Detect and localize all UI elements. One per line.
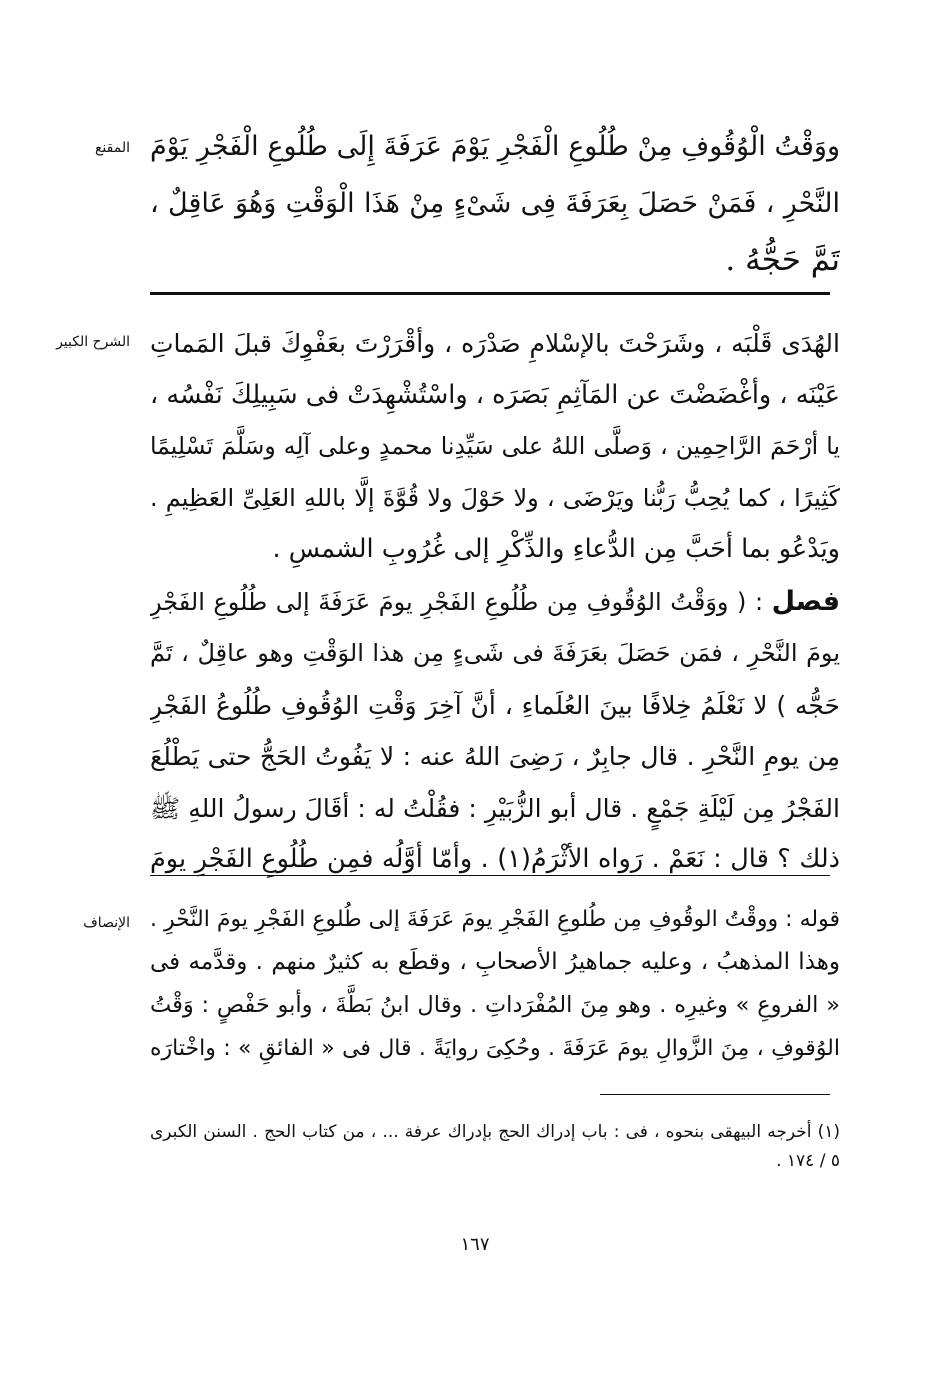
insaf-line: وهذا المذهبُ ، وعليه جماهيرُ الأصحابِ ، وقطَع به كثيرٌ منهم . وقدَّمه فى bbox=[150, 949, 840, 975]
sharh-line: ذلك ؟ قال : نَعَمْ . رَواه الأثْرَمُ(١) . وأمّا أوَّلُه فمِن طُلُوعِ الفَجْرِ يومَ bbox=[150, 844, 840, 874]
insaf-line: الوُقوفِ ، مِنَ الزَّوالِ يومَ عَرَفَةَ . وحُكِىَ روايَةً . قال فى « الفائقِ » : واخْتارَه bbox=[150, 1036, 840, 1061]
sharh-line: عَيْنَه ، وأغْضَضْتَ عن المَآثِمِ بَصَرَه ، واسْتُشْهِدَتْ فى سَبِيلِكَ نَفْسُه ، bbox=[150, 379, 840, 410]
insaf-line: « الفروعِ » وغيرِه . وهو مِنَ المُفْرَداتِ . وقال ابنُ بَطَّةَ ، وأبو حَفْصٍ : وَقْتُ bbox=[150, 992, 840, 1018]
sharh-line: مِن يومِ النَّحْرِ . قال جابِرٌ ، رَضِىَ اللهُ عنه : لا يَفُوتُ الحَجُّ حتى يَطْلُعَ bbox=[150, 742, 840, 771]
sharh-line: الفَجْرُ مِن لَيْلَةِ جَمْعٍ . قال أبو الزُّبَيْرِ : فقُلْتُ له : أقَالَ رسولُ اللهِ ﷺ bbox=[150, 793, 840, 823]
muqni-line: ووَقْتُ الْوُقُوفِ مِنْ طُلُوعِ الْفَجْرِ يَوْمَ عَرَفَةَ إِلَى طُلُوعِ الْفَجْرِ يَوْمَ bbox=[150, 131, 840, 162]
fasl-heading: فصل bbox=[771, 585, 840, 617]
muqni-line: تَمَّ حَجُّهُ . bbox=[725, 242, 840, 278]
footnote-divider bbox=[600, 1094, 830, 1095]
sharh-line: حَجُّه ) لا نَعْلَمُ خِلافًا بينَ العُلَماءِ ، أنَّ آخِرَ وَقْتِ الوُقُوفِ طُلُوعُ الفَجْرِ bbox=[150, 690, 840, 720]
insaf-line: قوله : ووقْتُ الوقُوفِ مِن طُلوعِ الفَجْرِ يومَ عَرَفَةَ إلى طُلوعِ الفَجْرِ يومَ النَّحْرِ . bbox=[150, 907, 840, 932]
sharh-line: يا أرْحَمَ الرَّاحِمِين ، وَصلَّى اللهُ على سَيِّدِنا محمدٍ وعلى آلِه وسَلَّمَ تَسْلِيمًا bbox=[150, 432, 840, 460]
sharh-text bbox=[150, 318, 840, 886]
sharh-line: الهُدَى قَلْبَه ، وشَرَحْتَ بالإسْلامِ صَدْرَه ، وأقْرَرْتَ بعَفْوِكَ قبلَ المَماتِ bbox=[150, 329, 840, 358]
sharh-line: يومَ النَّحْرِ ، فمَن حَصَلَ بعَرَفَةَ فى شَىءٍ مِن هذا الوَقْتِ وهو عاقِلٌ ، تَمَّ bbox=[150, 639, 840, 667]
section-divider-thin bbox=[150, 875, 830, 876]
page-number: ١٦٧ bbox=[460, 1234, 490, 1255]
insaf-text bbox=[150, 898, 840, 1070]
side-label-muqni: المقنع bbox=[94, 140, 130, 156]
muqni-line: النَّحْرِ ، فَمَنْ حَصَلَ بِعَرَفَةَ فِى شَىْءٍ مِنْ هَذَا الْوَقْتِ وَهُوَ عَاقِلٌ ، bbox=[150, 188, 840, 219]
side-label-insaf: الإنصاف bbox=[83, 915, 130, 931]
section-divider-thick bbox=[150, 292, 830, 295]
side-label-sharh: الشرح الكبير bbox=[56, 334, 130, 350]
sharh-line: ويَدْعُو بما أحَبَّ مِن الدُّعاءِ والذِّكْرِ إلى غُرُوبِ الشمسِ . bbox=[272, 534, 840, 564]
muqni-text bbox=[150, 118, 840, 289]
footnote-line: (١) أخرجه البيهقى بنحوه ، فى : باب إدراك الحج بإدراك عرفة ... ، من كتاب الحج . السنن الكبرى bbox=[150, 1122, 840, 1142]
sharh-line: كَثِيرًا ، كما يُحِبُّ رَبُّنا ويَرْضَى ، ولا حَوْلَ ولا قُوَّةَ إلَّا باللهِ العَلِىِّ العَظِيمِ . bbox=[150, 483, 840, 512]
fasl-line bbox=[150, 576, 840, 629]
footnote bbox=[150, 1118, 840, 1176]
fasl-line-text: : ( ووَقْتُ الوُقُوفِ مِن طُلُوعِ الفَجْرِ يومَ عَرَفَةَ إلى طُلُوعِ الفَجْرِ bbox=[150, 587, 764, 616]
footnote-line: ٥ / ١٧٤ . bbox=[776, 1151, 840, 1171]
